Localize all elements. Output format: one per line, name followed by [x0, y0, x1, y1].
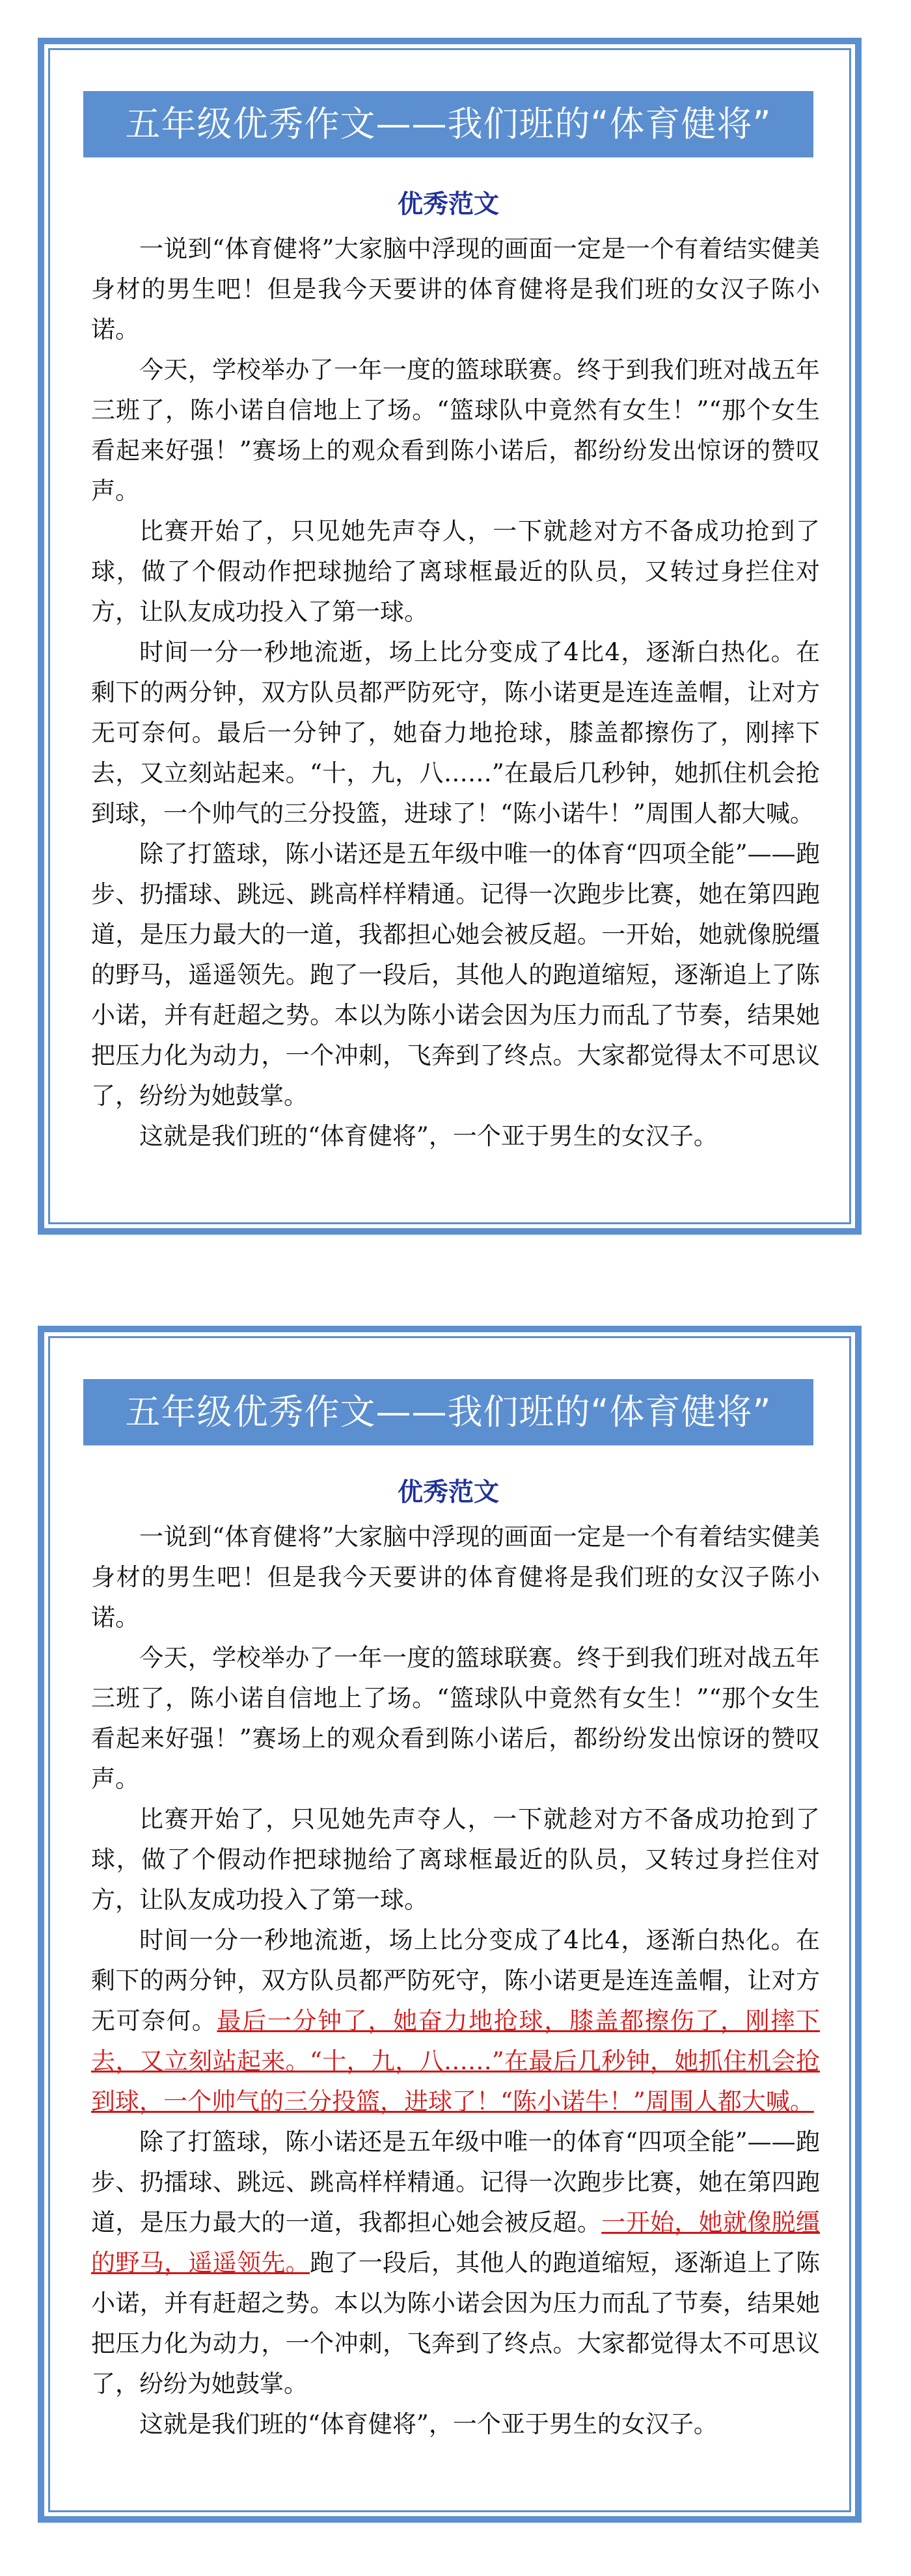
paragraph-6: [91, 2404, 820, 2445]
paragraph-3: [91, 1799, 820, 1920]
paragraph-text: 这就是我们班的“体育健将”，一个亚于男生的女汉子。: [139, 2410, 718, 2438]
paragraph-4: [91, 1920, 820, 2122]
paragraph-text: 今天，学校举办了一年一度的篮球联赛。终于到我们班对战五年三班了，陈小诺自信地上了场。“篮球队中竟然有女生！”“那个女生看起来好强！”赛场上的观众看到陈小诺后，都纷纷发出惊讶的赞叹声。: [91, 1644, 820, 1793]
paragraph-text: 比赛开始了，只见她先声夺人，一下就趁对方不备成功抢到了球，做了个假动作把球抛给了离球框最近的队员，又转过身拦住对方，让队友成功投入了第一球。: [91, 1805, 820, 1914]
paragraph-1: [91, 1517, 820, 1638]
paragraph-text: 跑了一段后，其他人的跑道缩短，逐渐追上了陈小诺，并有赶超之势。本以为陈小诺会因为压力而乱了节奏，结果她把压力化为动力，一个冲刺，飞奔到了终点。大家都觉得太不可思议了，纷纷为她鼓掌。: [91, 961, 821, 1110]
paragraph-text: 比赛开始了，只见她先声夺人，一下就趁对方不备成功抢到了球，做了个假动作把球抛给了离球框最近的队员，又转过身拦住对方，让队友成功投入了第一球。: [91, 517, 820, 626]
essay-title: 五年级优秀作文——我们班的“体育健将”: [83, 91, 813, 157]
highlighted-sentence: 最后一分钟了，她奋力地抢球，膝盖都擦伤了，刚摔下去，又立刻站起来。“十，九，八……”在最后几秒钟，她抓住机会抢到球，一个帅气的三分投篮，进球了！“陈小诺牛！”周围人都大喊。: [91, 2007, 821, 2115]
essay-body: [91, 1517, 820, 2445]
paragraph-text: 除了打篮球，陈小诺还是五年级中唯一的体育“四项全能”——跑步、扔擂球、跳远、跳高样样精通。记得一次跑步比赛，她在第四跑道，是压力最大的一道，我都担心她会被反超。: [91, 840, 820, 948]
essay-subtitle: 优秀范文: [397, 190, 499, 219]
paragraph-2: [91, 1638, 820, 1799]
paragraph-text: 跑了一段后，其他人的跑道缩短，逐渐追上了陈小诺，并有赶超之势。本以为陈小诺会因为压力而乱了节奏，结果她把压力化为动力，一个冲刺，飞奔到了终点。大家都觉得太不可思议了，纷纷为她鼓掌。: [91, 2249, 821, 2398]
highlighted-sentence: 一开始，她就像脱缰的野马，遥遥领先。: [91, 2208, 821, 2277]
essay-body: [91, 229, 820, 1157]
paragraph-text: 除了打篮球，陈小诺还是五年级中唯一的体育“四项全能”——跑步、扔擂球、跳远、跳高样样精通。记得一次跑步比赛，她在第四跑道，是压力最大的一道，我都担心她会被反超。: [91, 2128, 820, 2236]
paragraph-text: 最后一分钟了，她奋力地抢球，膝盖都擦伤了，刚摔下去，又立刻站起来。“十，九，八……”在最后几秒钟，她抓住机会抢到球，一个帅气的三分投篮，进球了！“陈小诺牛！”周围人都大喊。: [91, 719, 821, 827]
paragraph-5: [91, 834, 820, 1116]
paragraph-3: [91, 511, 820, 632]
paragraph-text: 今天，学校举办了一年一度的篮球联赛。终于到我们班对战五年三班了，陈小诺自信地上了场。“篮球队中竟然有女生！”“那个女生看起来好强！”赛场上的观众看到陈小诺后，都纷纷发出惊讶的赞叹声。: [91, 356, 820, 505]
essay-title: 五年级优秀作文——我们班的“体育健将”: [83, 1379, 813, 1445]
paragraph-text: 这就是我们班的“体育健将”，一个亚于男生的女汉子。: [139, 1122, 718, 1150]
paragraph-2: [91, 350, 820, 511]
paragraph-6: [91, 1116, 820, 1157]
essay-page-annotated: [0, 1288, 911, 2576]
essay-subtitle: 优秀范文: [397, 1478, 499, 1507]
paragraph-5: [91, 2122, 820, 2404]
paragraph-text: 时间一分一秒地流逝，场上比分变成了4比4，逐渐白热化。在剩下的两分钟，双方队员都严防死守，陈小诺更是连连盖帽，让对方无可奈何。: [91, 638, 820, 747]
paragraph-text: 时间一分一秒地流逝，场上比分变成了4比4，逐渐白热化。在剩下的两分钟，双方队员都严防死守，陈小诺更是连连盖帽，让对方无可奈何。: [91, 1926, 820, 2035]
paragraph-4: [91, 632, 820, 834]
paragraph-text: 一说到“体育健将”大家脑中浮现的画面一定是一个有着结实健美身材的男生吧！但是我今天要讲的体育健将是我们班的女汉子陈小诺。: [91, 235, 820, 343]
paragraph-text: 一说到“体育健将”大家脑中浮现的画面一定是一个有着结实健美身材的男生吧！但是我今天要讲的体育健将是我们班的女汉子陈小诺。: [91, 1523, 820, 1631]
paragraph-text: 一开始，她就像脱缰的野马，遥遥领先。: [91, 920, 821, 989]
paragraph-1: [91, 229, 820, 350]
